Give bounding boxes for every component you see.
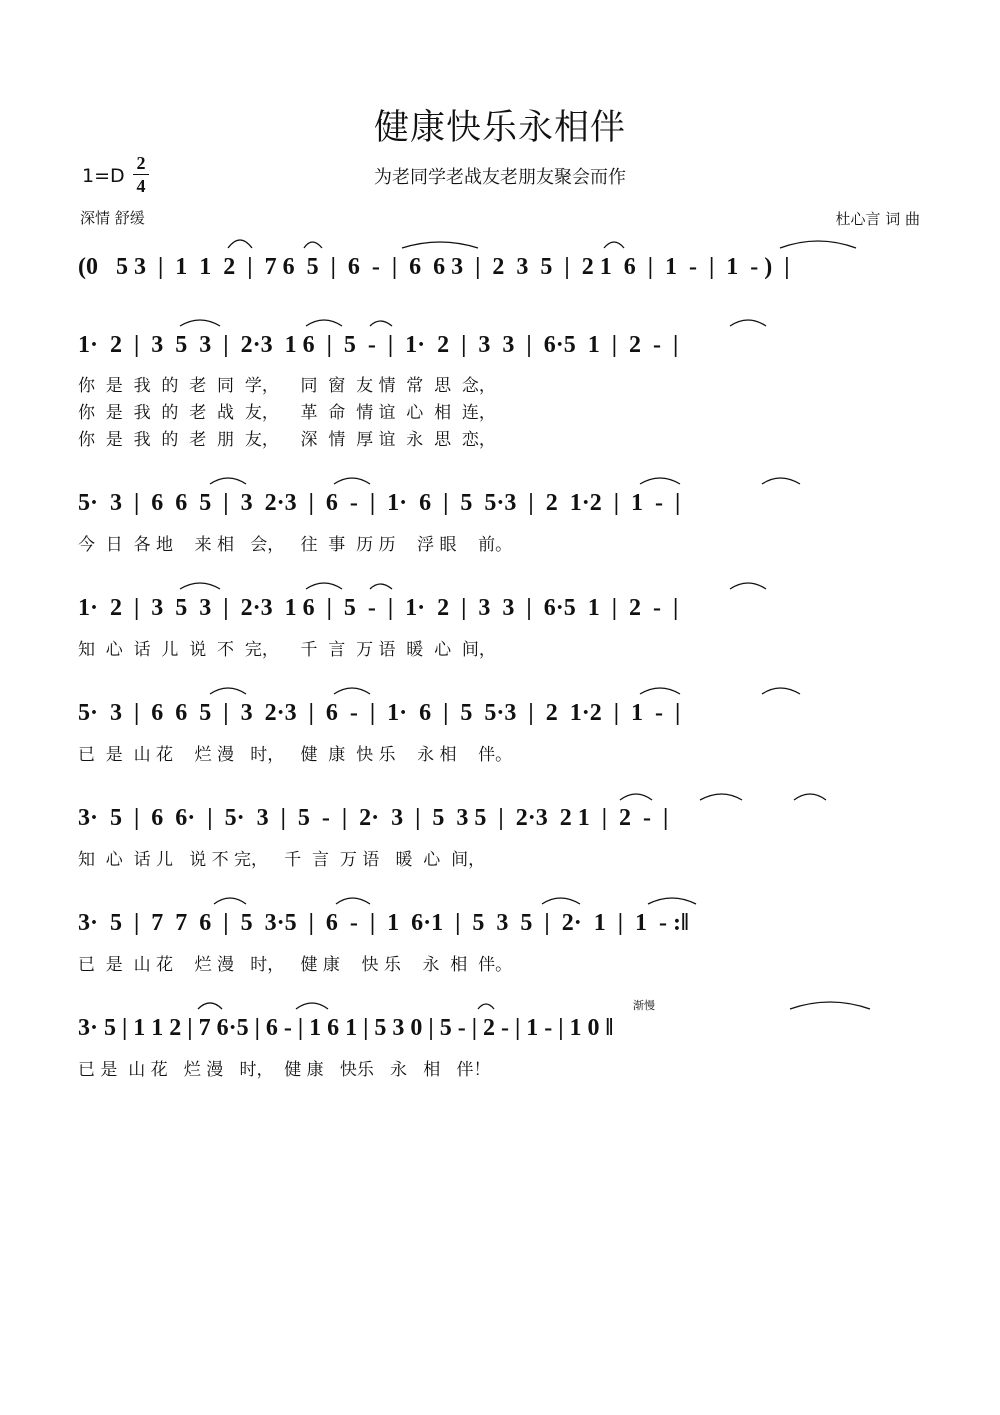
lyric-line: 已 是 山 花 烂 漫 时， 健 康 快 乐 永 相 伴。 xyxy=(78,745,513,765)
song-title: 健康快乐永相伴 xyxy=(373,108,626,148)
tempo-marking: 深情 舒缓 xyxy=(80,209,145,227)
staff-line-4 xyxy=(78,588,926,628)
staff-notes: (0 5 3 | 1 1 2 | 7 6 5 | 6 - | 6 6 3 | 2 3 5 | 2 1 6 | 1 - | 1 - ) | xyxy=(78,254,790,280)
staff-line-8 xyxy=(78,1008,926,1048)
staff-notes: 3· 5 | 7 7 6 | 5 3·5 | 6 - | 1 6·1 | 5 3 5 | 2· 1 | 1 - :‖ xyxy=(78,910,689,936)
staff-notes: 1· 2 | 3 5 3 | 2·3 1 6 | 5 - | 1· 2 | 3 3 | 6·5 1 | 2 - | xyxy=(78,332,679,358)
staff-line-6 xyxy=(78,798,926,838)
lyric-line: 已 是 山 花 烂 漫 时， 健 康 快乐 永 相 伴！ xyxy=(78,1060,491,1080)
lyric-line: 已 是 山 花 烂 漫 时， 健 康 快 乐 永 相 伴。 xyxy=(78,955,513,975)
lyric-line: 你 是 我 的 老 朋 友， 深 情 厚 谊 永 思 恋， xyxy=(78,430,496,450)
staff-notes: 5· 3 | 6 6 5 | 3 2·3 | 6 - | 1· 6 | 5 5·3 | 2 1·2 | 1 - | xyxy=(78,700,681,726)
time-signature-bar xyxy=(133,174,149,175)
song-subtitle: 为老同学老战友老朋友聚会而作 xyxy=(374,167,626,188)
key-signature: 1=D xyxy=(82,165,125,187)
lyric-line: 知 心 话 儿 说 不 完， 千 言 万 语 暖 心 间， xyxy=(78,850,486,870)
staff-notes: 3· 5 | 6 6· | 5· 3 | 5 - | 2· 3 | 5 3 5 | 2·3 2 1 | 2 - | xyxy=(78,805,669,831)
staff-line-1 xyxy=(78,247,926,287)
staff-line-2 xyxy=(78,325,926,365)
staff-notes: 5· 3 | 6 6 5 | 3 2·3 | 6 - | 1· 6 | 5 5·3 | 2 1·2 | 1 - | xyxy=(78,490,681,516)
lyric-line: 你 是 我 的 老 战 友， 革 命 情 谊 心 相 连， xyxy=(78,403,496,423)
time-signature xyxy=(133,153,149,196)
staff-notes: 3· 5 | 1 1 2 | 7 6·5 | 6 - | 1 6 1 | 5 3 0 | 5 - | 2 - | 1 - | 1 0 ‖ xyxy=(78,1015,614,1041)
time-signature-top: 2 xyxy=(136,153,146,173)
staff-line-3 xyxy=(78,483,926,523)
lyric-line: 你 是 我 的 老 同 学， 同 窗 友 情 常 思 念， xyxy=(78,376,496,396)
lyric-line: 今 日 各 地 来 相 会， 往 事 历 历 浮 眼 前。 xyxy=(78,535,513,555)
ritardando-mark: 渐慢 xyxy=(633,999,655,1012)
lyric-line: 知 心 话 儿 说 不 完， 千 言 万 语 暖 心 间， xyxy=(78,640,496,660)
staff-line-5 xyxy=(78,693,926,733)
staff-line-7 xyxy=(78,903,926,943)
composer-credit: 杜心言 词 曲 xyxy=(835,210,920,228)
staff-notes: 1· 2 | 3 5 3 | 2·3 1 6 | 5 - | 1· 2 | 3 3 | 6·5 1 | 2 - | xyxy=(78,595,679,621)
time-signature-bottom: 4 xyxy=(136,176,146,196)
